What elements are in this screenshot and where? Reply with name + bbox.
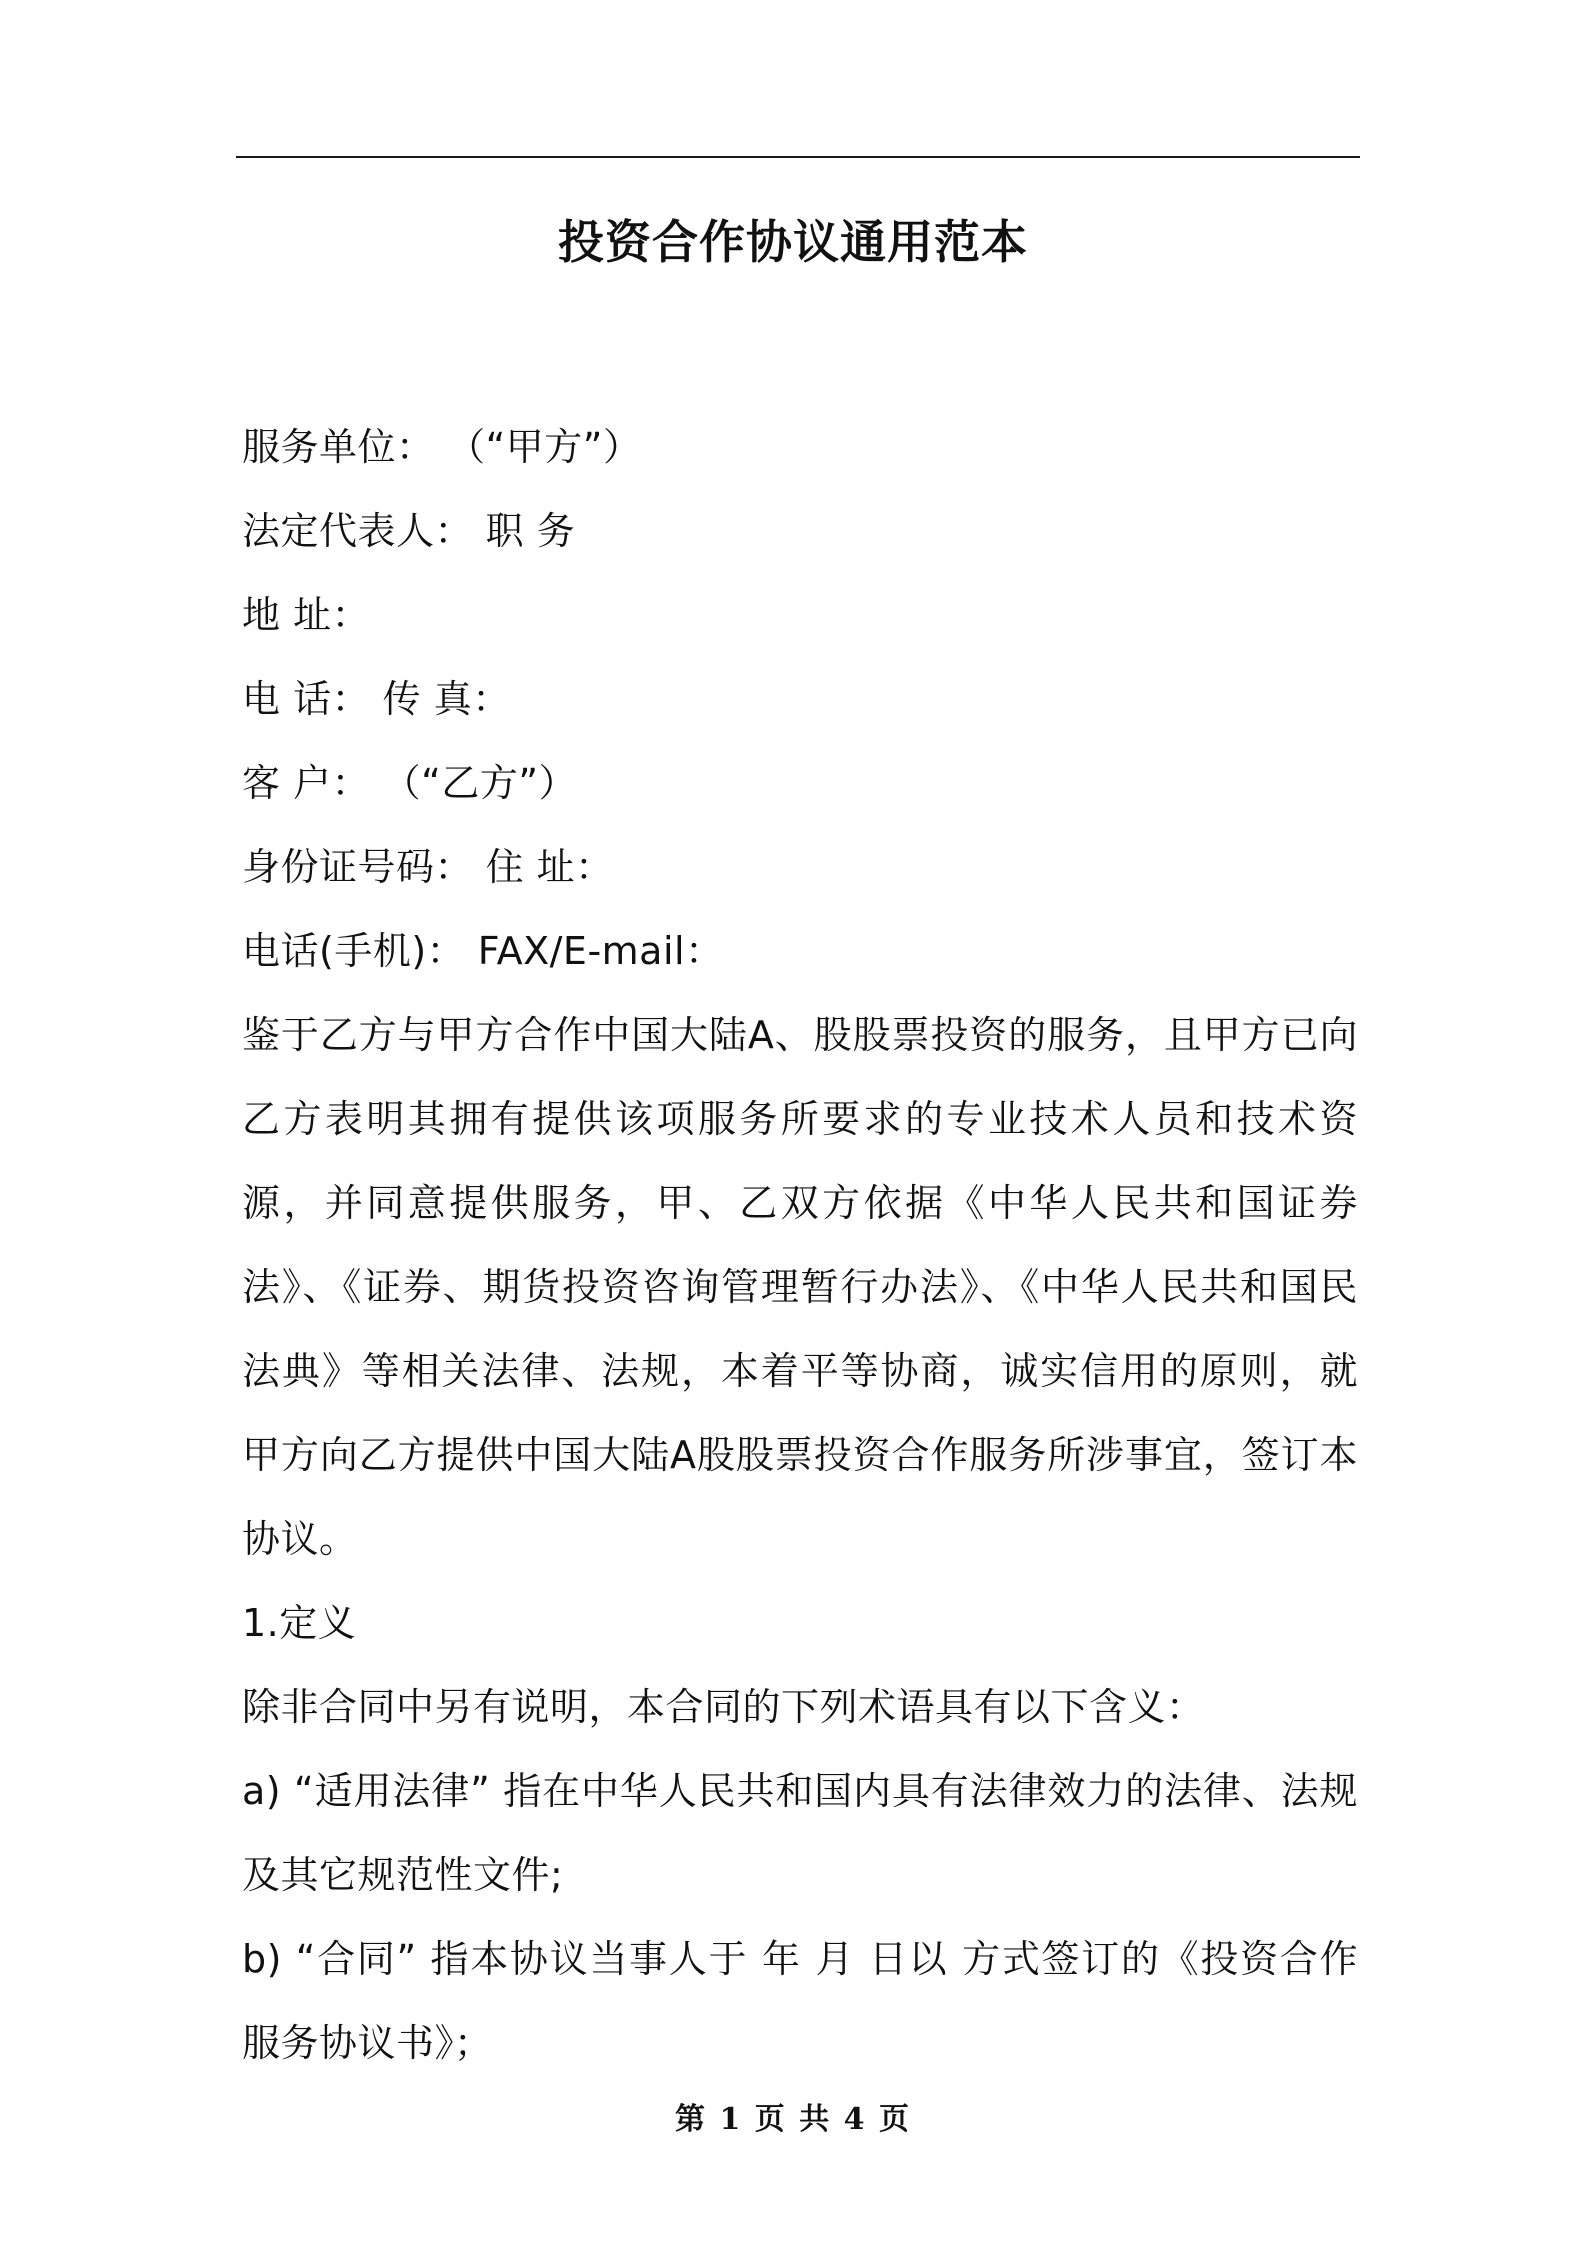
definition-item-b: b) “合同” 指本协议当事人于 年 月 日以 方式签订的《投资合作服务协议书》； <box>242 1937 1358 2065</box>
id-number-address-line: 身份证号码： 住 址： <box>242 845 614 889</box>
address-line: 地 址： <box>242 593 371 637</box>
mobile-fax-email-line: 电话(手机)： FAX/E-mail： <box>242 929 724 973</box>
definitions-intro-paragraph: 除非合同中另有说明，本合同的下列术语具有以下含义： <box>242 1685 1205 1729</box>
phone-fax-line: 电 话： 传 真： <box>242 677 511 721</box>
preamble-paragraph: 鉴于乙方与甲方合作中国大陆A、股股票投资的服务，且甲方已向乙方表明其拥有提供该项服务所要求的专业技术人员和技术资源，并同意提供服务，甲、乙双方依据《中华人民共和国证券法》、《证券、期货投资咨询管理暂行办法》、《中华人民共和国民法典》等相关法律、法规，本着平等协商，诚实信用的原则，就甲方向乙方提供中国大陆A股股票投资合作服务所涉事宜，签订本协议。 <box>242 1013 1358 1561</box>
legal-representative-line: 法定代表人： 职 务 <box>242 509 576 553</box>
page-number-footer: 第 1 页 共 4 页 <box>675 2102 911 2137</box>
party-a-unit-line: 服务单位： （“甲方”） <box>242 425 642 469</box>
party-b-client-line: 客 户： （“乙方”） <box>242 761 578 805</box>
document-title: 投资合作协议通用范本 <box>558 215 1028 269</box>
section-heading-definitions: 1.定义 <box>242 1601 357 1645</box>
header-rule <box>236 156 1360 158</box>
definition-item-a: a) “适用法律” 指在中华人民共和国内具有法律效力的法律、法规及其它规范性文件; <box>242 1769 1358 1897</box>
document-body <box>242 405 1358 2085</box>
